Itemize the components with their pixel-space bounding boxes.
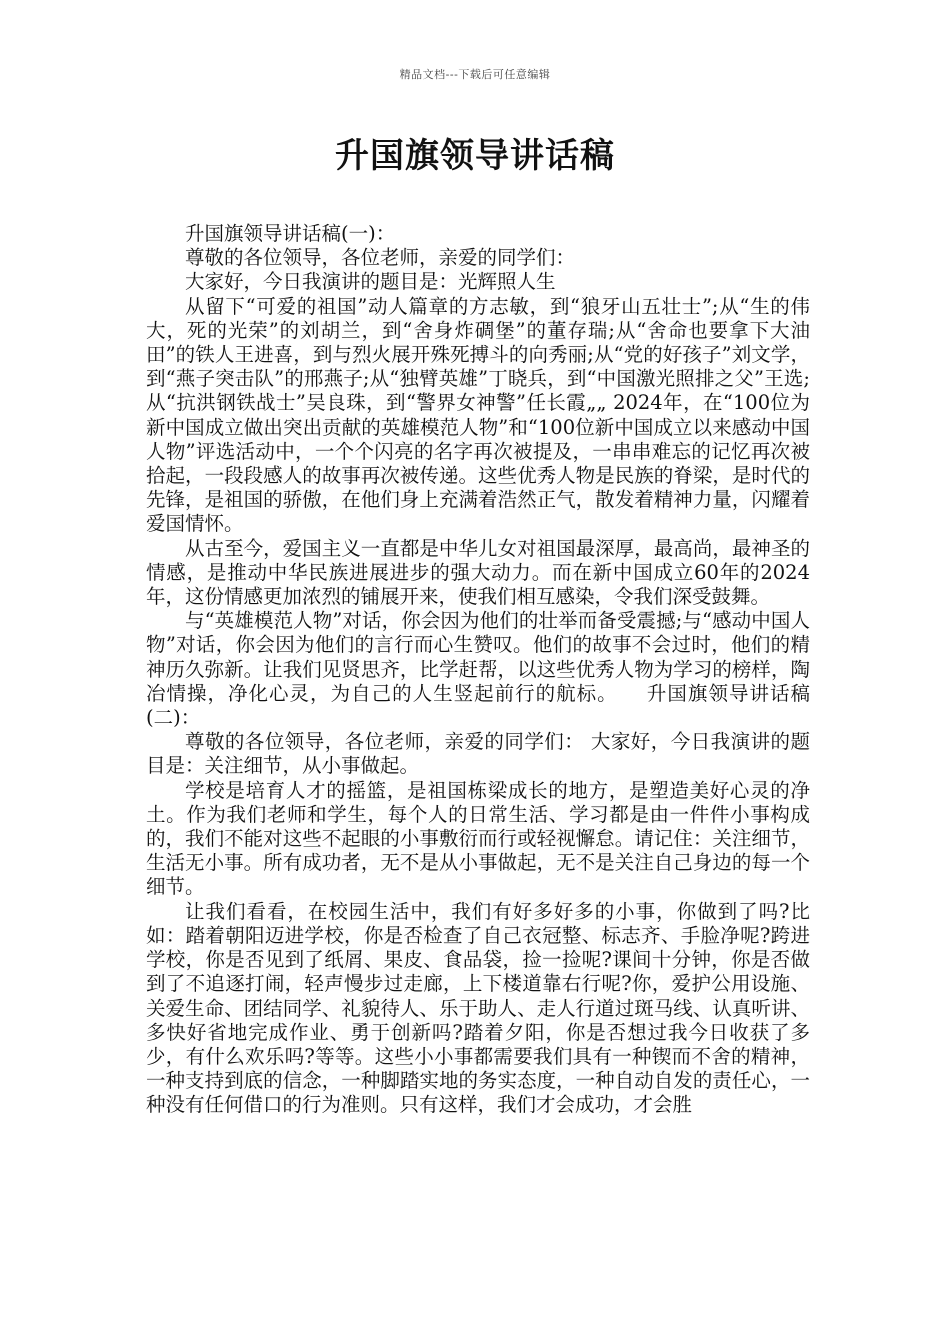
section-heading-2: 升国旗领导讲话稿(二)： (146, 681, 810, 730)
salutation-paragraph: 尊敬的各位领导，各位老师，亲爱的同学们： (185, 246, 576, 270)
body-paragraph: 学校是培育人才的摇篮，是祖国栋梁成长的地方，是塑造美好心灵的净土。作为我们老师和学生，每个人的日常生活、学习都是由一件件小事构成的，我们不能对这些不起眼的小事敷衍而行或轻视懈怠。请记住：关注细节，生活无小事。所有成功者，无不是从小事做起，无不是关注自己身边的每一个细节。 (146, 778, 810, 899)
section-heading-1: 升国旗领导讲话稿(一)： (185, 222, 396, 245)
body-paragraph (146, 609, 810, 730)
document-body (146, 222, 810, 1118)
body-paragraph-text: 与“英雄模范人物”对话，你会因为他们的壮举而备受震撼;与“感动中国人物”对话，你会因为他们的言行而心生赞叹。他们的故事不会过时，他们的精神历久弥新。让我们见贤思齐，比学赶帮，以这些优秀人物为学习的榜样，陶冶情操，净化心灵，为自己的人生竖起前行的航标。 (146, 609, 810, 705)
body-paragraph: 从留下“可爱的祖国”动人篇章的方志敏，到“狼牙山五壮士”;从“生的伟大，死的光荣”的刘胡兰，到“舍身炸碉堡”的董存瑞;从“舍命也要拿下大油田”的铁人王进喜，到与烈火展开殊死搏斗的向秀丽;从“党的好孩子”刘文学，到“燕子突击队”的邢燕子;从“独臂英雄”丁晓兵，到“中国激光照排之父”王选;从“抗洪钢铁战士”吴良珠，到“警界女神警”任长霞„„ 2024年，在“100位为新中国成立做出突出贡献的英雄模范人物”和“100位新中国成立以来感动中国人物”评选活动中，一个个闪亮的名字再次被提及，一串串难忘的记忆再次被拾起，一段段感人的故事再次被传递。这些优秀人物是民族的脊梁，是时代的先锋，是祖国的骄傲，在他们身上充满着浩然正气，散发着精神力量，闪耀着爱国情怀。 (146, 294, 810, 536)
salutation-paragraph: 尊敬的各位领导，各位老师，亲爱的同学们： 大家好，今日我演讲的题目是：关注细节，从小事做起。 (146, 730, 810, 778)
document-title: 升国旗领导讲话稿 (335, 136, 615, 176)
body-paragraph: 让我们看看，在校园生活中，我们有好多好多的小事，你做到了吗?比如：踏着朝阳迈进学校，你是否检查了自己衣冠整、标志齐、手脸净呢?跨进学校，你是否见到了纸屑、果皮、食品袋，捡一捡呢?课间十分钟，你是否做到了不追逐打闹，轻声慢步过走廊，上下楼道靠右行呢?你，爱护公用设施、关爱生命、团结同学、礼貌待人、乐于助人、走人行道过斑马线、认真听讲、多快好省地完成作业、勇于创新吗?踏着夕阳，你是否想过我今日收获了多少，有什么欢乐吗?等等。这些小小事都需要我们具有一种锲而不舍的精神，一种支持到底的信念，一种脚踏实地的务实态度，一种自动自发的责任心，一种没有任何借口的行为准则。只有这样，我们才会成功，才会胜 (146, 899, 810, 1117)
body-paragraph: 从古至今，爱国主义一直都是中华儿女对祖国最深厚，最高尚，最神圣的情感，是推动中华民族进展进步的强大动力。而在新中国成立60年的2024年，这份情感更加浓烈的铺展开来，使我们相互感染，令我们深受鼓舞。 (146, 536, 810, 609)
greeting-paragraph: 大家好，今日我演讲的题目是：光辉照人生 (185, 270, 556, 294)
header-note: 精品文档---下载后可任意编辑 (399, 68, 551, 81)
